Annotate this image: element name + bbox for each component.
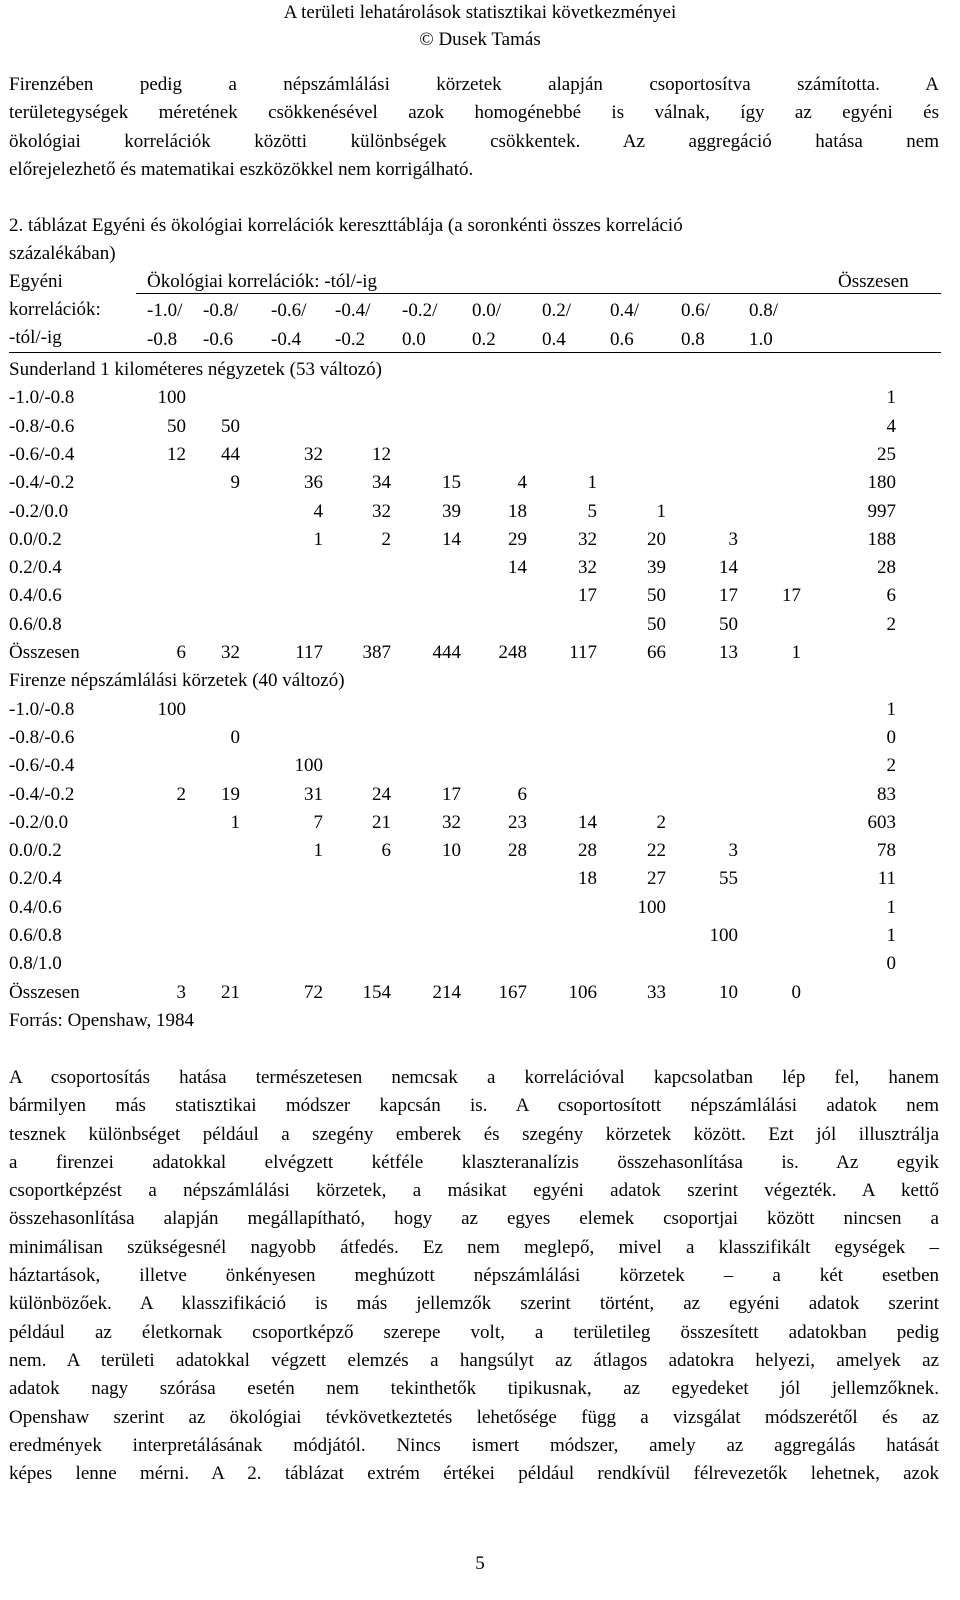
table-cell: 100: [637, 896, 666, 918]
table-cell: 14: [578, 811, 597, 833]
row-label: -0.2/0.0: [9, 500, 69, 522]
row-total: 997: [867, 500, 896, 522]
col-to-label: 0.8: [681, 329, 705, 350]
intro-paragraph-line: Firenzében pedig a népszámlálási körzetek alapján csoportosítva számította. A: [9, 74, 939, 95]
row-label: -0.6/-0.4: [9, 443, 75, 465]
body-paragraph-line: csoportképzést a népszámlálási körzetek, a másikat egyéni adatok szerint végezték. A kettő: [9, 1180, 939, 1202]
table-cell: 2: [176, 783, 186, 805]
row-label: 0.0/0.2: [9, 840, 62, 862]
table-cell: 32: [304, 443, 323, 465]
table-cell: 3: [728, 528, 738, 550]
table-caption: [9, 212, 939, 268]
table-cell: 6: [517, 783, 527, 805]
table-cell: 23: [508, 811, 527, 833]
body-paragraph-line: Openshaw szerint az ökológiai tévkövetkeztetés lehetősége függ a vizsgálat módszerétől és az: [9, 1406, 939, 1428]
column-sum: 10: [719, 981, 738, 1003]
table-cell: 20: [647, 528, 666, 550]
table-cell: 18: [508, 500, 527, 522]
row-label: 0.4/0.6: [9, 585, 62, 607]
table-cell: 100: [294, 755, 323, 777]
column-sum: 154: [362, 981, 391, 1003]
table-cell: 19: [221, 783, 240, 805]
row-label: 0.4/0.6: [9, 896, 62, 918]
body-paragraph-line: összehasonlítása alapján megállapítható, hogy az egyes elemek csoportjai között nincsen a: [9, 1208, 939, 1230]
column-sum: 167: [498, 981, 527, 1003]
table-cell: 28: [578, 840, 597, 862]
row-total: 11: [877, 868, 896, 890]
table-cell: 6: [381, 840, 391, 862]
row-total: 1: [886, 925, 896, 946]
col-to-label: -0.6: [203, 329, 234, 350]
table-cell: 5: [587, 500, 597, 522]
table-cell: 17: [578, 585, 597, 607]
row-label: -0.8/-0.6: [9, 726, 75, 748]
row-total: 28: [877, 557, 896, 579]
column-sum: 106: [568, 981, 597, 1003]
col-to-label: 0.4: [542, 329, 566, 350]
body-paragraph-line: bármilyen más statisztikai módszer kapcsán is. A csoportosított népszámlálási adatok nem: [9, 1095, 939, 1117]
row-total: 78: [877, 840, 896, 862]
row-label: -1.0/-0.8: [9, 698, 75, 720]
row-total: 603: [867, 811, 896, 833]
table-cell: 21: [372, 811, 391, 833]
table-cell: 7: [313, 811, 323, 833]
table-cell: 32: [442, 811, 461, 833]
col-from-label: -0.4/: [335, 300, 371, 321]
table-cell: 14: [719, 557, 738, 579]
table-cell: 1: [313, 528, 323, 550]
col-from-label: -0.6/: [271, 300, 307, 321]
body-paragraph-line: a firenzei adatokkal elvégzett kétféle klaszteranalízis összehasonlítása is. Az egyik: [9, 1151, 939, 1173]
table-cell: 29: [508, 528, 527, 550]
column-sum: 33: [647, 981, 666, 1003]
column-sum: 6: [176, 642, 186, 663]
table-cell: 50: [647, 613, 666, 635]
table-cell: 18: [578, 868, 597, 890]
row-total: 6: [886, 585, 896, 607]
table-cell: 14: [442, 528, 461, 550]
table-cell: 100: [157, 698, 186, 720]
table-cell: 4: [313, 500, 323, 522]
sum-label: Összesen: [9, 981, 80, 1003]
column-sum: 21: [221, 981, 240, 1003]
col-from-label: 0.0/: [472, 300, 502, 321]
column-sum: 0: [791, 981, 801, 1003]
body-paragraph-line: nem. A területi adatokkal végzett elemzés a hangsúlyt az átlagos adatokra helyezi, amelyek az: [9, 1349, 939, 1371]
header-total: Összesen: [838, 271, 909, 292]
body-paragraph: [9, 1064, 939, 1488]
table-cell: 1: [587, 472, 597, 494]
body-paragraph-line: például az életkornak csoportképző szerepe volt, a területileg összesített adatokban pedig: [9, 1321, 939, 1343]
table-cell: 2: [381, 528, 391, 550]
col-from-label: -1.0/: [147, 300, 183, 321]
table-cell: 50: [647, 585, 666, 607]
header-title: A területi lehatárolások statisztikai következményei: [283, 2, 677, 23]
intro-paragraph-line: előrejelezhető és matematikai eszközökkel nem korrigálható.: [9, 158, 474, 180]
section-title: Sunderland 1 kilométeres négyzetek (53 változó): [9, 359, 383, 380]
col-from-label: -0.8/: [203, 300, 239, 321]
table-cell: 44: [221, 443, 240, 465]
column-sum: 248: [498, 642, 527, 663]
table-cell: 50: [167, 415, 186, 437]
header-author: © Dusek Tamás: [419, 29, 541, 50]
col-from-label: -0.2/: [402, 300, 438, 321]
column-sum: 32: [221, 642, 240, 663]
table-cell: 10: [442, 840, 461, 862]
row-total: 0: [886, 953, 896, 975]
column-sum: 72: [304, 981, 323, 1003]
page-number: 5: [475, 1553, 485, 1574]
column-sum: 66: [647, 642, 666, 663]
column-sum: 117: [295, 642, 323, 663]
row-label: 0.8/1.0: [9, 953, 62, 975]
table-cell: 3: [728, 840, 738, 862]
table-caption-line: százalékában): [9, 243, 116, 264]
table-cell: 36: [304, 472, 323, 494]
row-total: 4: [886, 415, 896, 437]
col-to-label: -0.2: [335, 329, 366, 350]
column-sum: 214: [432, 981, 461, 1003]
table-cell: 17: [442, 783, 461, 805]
body-paragraph-line: háztartások, illetve önkényesen meghúzott népszámlálási körzetek – a két esetben: [9, 1265, 939, 1287]
col-to-label: 1.0: [749, 329, 773, 350]
table-cell: 4: [517, 472, 527, 494]
intro-paragraph: [9, 71, 939, 184]
intro-paragraph-line: ökológiai korrelációk közötti különbségek csökkentek. Az aggregáció hatása nem: [9, 130, 939, 152]
table-cell: 0: [230, 726, 240, 748]
body-paragraph-line: adatok nagy szórása esetén nem tekinthetők tipikusnak, az egyedeket jól jellemzőknek.: [9, 1378, 939, 1400]
table-cell: 100: [157, 387, 186, 409]
row-label: -0.4/-0.2: [9, 783, 75, 805]
table-cell: 9: [230, 472, 240, 494]
col-to-label: 0.2: [472, 329, 496, 350]
table-cell: 100: [709, 925, 738, 946]
table-cell: 27: [647, 868, 666, 890]
row-total: 1: [886, 387, 896, 409]
table-cell: 50: [221, 415, 240, 437]
table-cell: 15: [442, 472, 461, 494]
header-ecological: Ökológiai korrelációk: -tól/-ig: [147, 271, 378, 292]
column-sum: 117: [569, 642, 597, 663]
row-total: 1: [886, 698, 896, 720]
row-total: 2: [886, 613, 896, 635]
table-cell: 17: [782, 585, 801, 607]
row-label: -0.6/-0.4: [9, 755, 75, 777]
table-rule: [9, 352, 941, 353]
section-title: Firenze népszámlálási körzetek (40 változó): [9, 670, 345, 692]
table-cell: 50: [719, 613, 738, 635]
table-cell: 12: [167, 443, 186, 465]
row-label: -0.4/-0.2: [9, 472, 75, 494]
table-cell: 34: [372, 472, 391, 494]
table-cell: 22: [647, 840, 666, 862]
intro-paragraph-line: területegységek méretének csökkenésével azok homogénebbé is válnak, így az egyéni és: [9, 102, 939, 124]
row-total: 25: [877, 443, 896, 465]
table-cell: 32: [372, 500, 391, 522]
row-total: 0: [886, 726, 896, 748]
row-label: 0.2/0.4: [9, 557, 62, 579]
col-to-label: 0.0: [402, 329, 426, 350]
table-cell: 17: [719, 585, 738, 607]
row-label: -1.0/-0.8: [9, 387, 75, 409]
body-paragraph-line: képes lenne mérni. A 2. táblázat extrém értékei például rendkívül félrevezetők lehetnek, azok: [9, 1463, 939, 1485]
column-sum: 13: [719, 642, 738, 663]
body-paragraph-line: A csoportosítás hatása természetesen nemcsak a korrelációval kapcsolatban lép fel, hanem: [9, 1067, 939, 1088]
table-cell: 1: [230, 811, 240, 833]
row-label: 0.6/0.8: [9, 925, 62, 946]
col-from-label: 0.4/: [610, 300, 640, 321]
table-cell: 39: [442, 500, 461, 522]
table-cell: 55: [719, 868, 738, 890]
row-label: -0.2/0.0: [9, 811, 69, 833]
body-paragraph-line: eredmények interpretálásának módjától. Nincs ismert módszer, amely az aggregálás hatását: [9, 1434, 939, 1456]
row-label: 0.6/0.8: [9, 613, 62, 635]
table-cell: 31: [304, 783, 323, 805]
table-cell: 1: [656, 500, 666, 522]
header-left-label: korrelációk:: [9, 299, 101, 320]
header-left-label: Egyéni: [9, 271, 63, 292]
body-paragraph-line: tesznek különbséget például a szegény emberek és szegény körzetek között. Ezt jól illusztrálja: [9, 1123, 939, 1145]
col-from-label: 0.8/: [749, 300, 779, 321]
body-paragraph-line: különbözőek. A klasszifikáció is más jellemzők szerint történt, az egyéni adatok szerint: [9, 1293, 939, 1315]
row-total: 180: [867, 472, 896, 494]
column-sum: 1: [791, 642, 801, 663]
row-total: 1: [886, 896, 896, 918]
column-sum: 444: [432, 642, 461, 663]
row-total: 188: [867, 528, 896, 550]
table-caption-line: 2. táblázat Egyéni és ökológiai korrelációk kereszttáblája (a soronkénti összes korreláció: [9, 215, 683, 236]
table-cell: 32: [578, 528, 597, 550]
col-to-label: -0.4: [271, 329, 302, 350]
col-to-label: 0.6: [610, 329, 634, 350]
table-cell: 12: [372, 443, 391, 465]
column-sum: 387: [362, 642, 391, 663]
body-paragraph-line: minimálisan szükségesnél nagyobb átfedés. Ez nem meglepő, mivel a klasszifikált egységek –: [9, 1236, 939, 1258]
col-to-label: -0.8: [147, 329, 178, 350]
table-cell: 32: [578, 557, 597, 579]
table-cell: 39: [647, 557, 666, 579]
table-source: Forrás: Openshaw, 1984: [9, 1009, 195, 1031]
row-label: 0.0/0.2: [9, 528, 62, 550]
table-cell: 28: [508, 840, 527, 862]
table-cell: 24: [372, 783, 391, 805]
col-from-label: 0.2/: [542, 300, 572, 321]
table-cell: 14: [508, 557, 527, 579]
col-from-label: 0.6/: [681, 300, 711, 321]
row-total: 83: [877, 783, 896, 805]
row-label: 0.2/0.4: [9, 868, 62, 890]
sum-label: Összesen: [9, 642, 80, 663]
header-left-label: -tól/-ig: [9, 327, 62, 348]
row-total: 2: [886, 755, 896, 777]
table-cell: 1: [313, 840, 323, 862]
table-cell: 2: [656, 811, 666, 833]
column-sum: 3: [176, 981, 186, 1003]
row-label: -0.8/-0.6: [9, 415, 75, 437]
table-rule: [136, 293, 941, 294]
